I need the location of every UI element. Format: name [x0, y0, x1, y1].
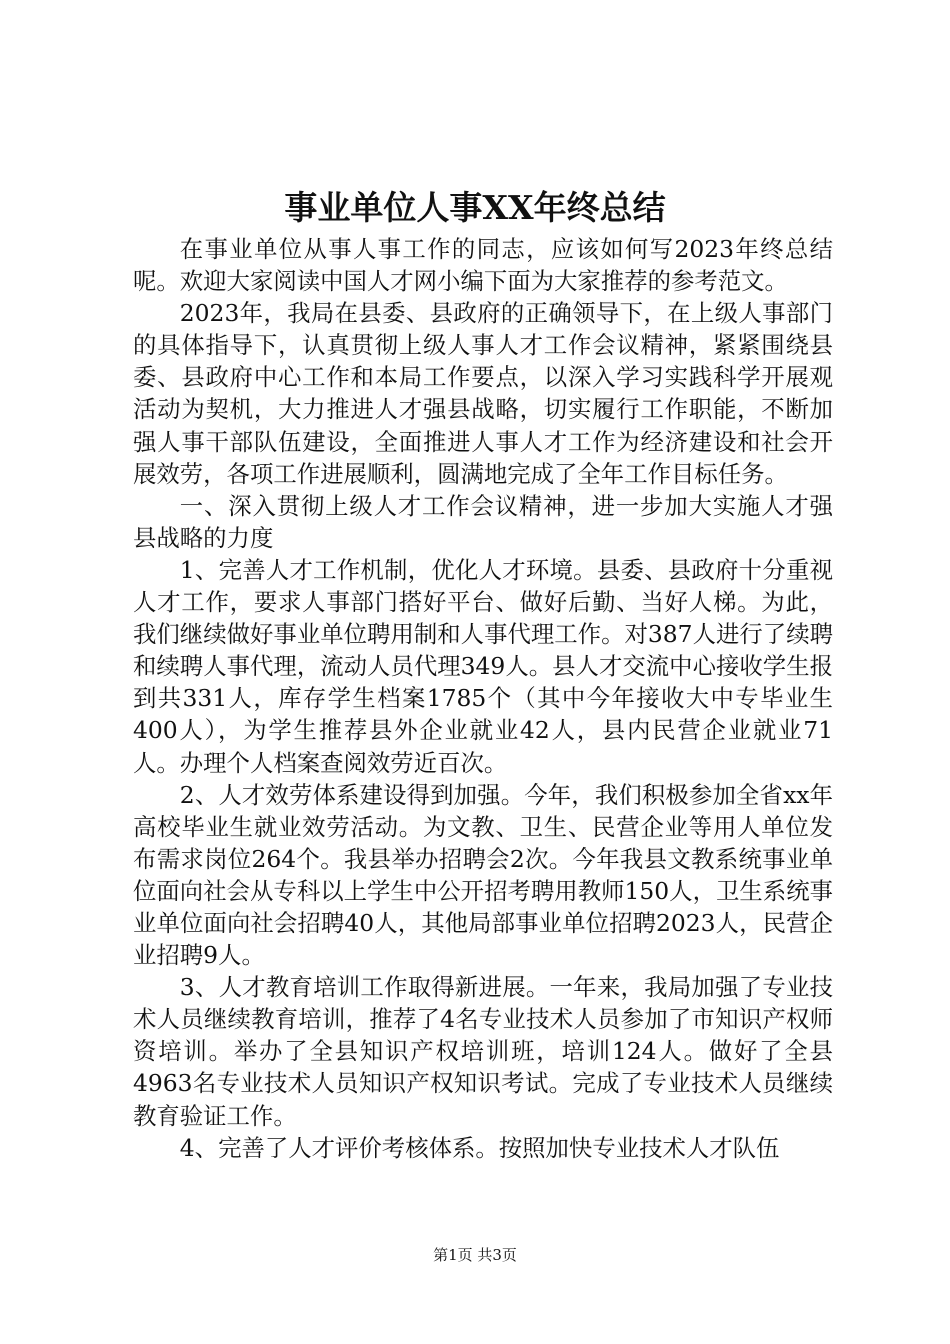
paragraph-item-3: 3、人才教育培训工作取得新进展。一年来，我局加强了专业技术人员继续教育培训，推荐了4名专业技术人员参加了市知识产权师资培训。举办了全县知识产权培训班，培训124人。做好了全县4963名专业技术人员知识产权知识考试。完成了专业技术人员继续教育验证工作。 — [133, 973, 833, 1130]
paragraph-item-4: 4、完善了人才评价考核体系。按照加快专业技术人才队伍 — [179, 1133, 780, 1162]
paragraph-intro: 在事业单位从事人事工作的同志，应该如何写2023年终总结呢。欢迎大家阅读中国人才网小编下面为大家推荐的参考范文。 — [133, 235, 833, 296]
paragraph-summary: 2023年，我局在县委、县政府的正确领导下，在上级人事部门的具体指导下，认真贯彻上级人事人才工作会议精神，紧紧围绕县委、县政府中心工作和本局工作要点，以深入学习实践科学开展观活动为契机，大力推进人才强县战略，切实履行工作职能，不断加强人事干部队伍建设，全面推进人事人才工作为经济建设和社会开展效劳，各项工作进展顺利，圆满地完成了全年工作目标任务。 — [133, 299, 833, 488]
paragraph-item-2: 2、人才效劳体系建设得到加强。今年，我们积极参加全省xx年高校毕业生就业效劳活动。为文教、卫生、民营企业等用人单位发布需求岗位264个。我县举办招聘会2次。今年我县文教系统事业单位面向社会从专科以上学生中公开招考聘用教师150人，卫生系统事业单位面向社会招聘40人，其他局部事业单位招聘2023人，民营企业招聘9人。 — [133, 780, 833, 970]
document-body — [133, 233, 833, 1164]
page-footer: 第1页 共3页 — [433, 1246, 517, 1264]
section-heading-1: 一、深入贯彻上级人才工作会议精神，进一步加大实施人才强县战略的力度 — [133, 491, 833, 552]
paragraph-item-1: 1、完善人才工作机制，优化人才环境。县委、县政府十分重视人才工作，要求人事部门搭好平台、做好后勤、当好人梯。为此，我们继续做好事业单位聘用制和人事代理工作。对387人进行了续聘和续聘人事代理，流动人员代理349人。县人才交流中心接收学生报到共331人，库存学生档案1785个（其中今年接收大中专毕业生400人），为学生推荐县外企业就业42人，县内民营企业就业71人。办理个人档案查阅效劳近百次。 — [133, 555, 833, 777]
document-title: 事业单位人事XX年终总结 — [284, 188, 666, 227]
